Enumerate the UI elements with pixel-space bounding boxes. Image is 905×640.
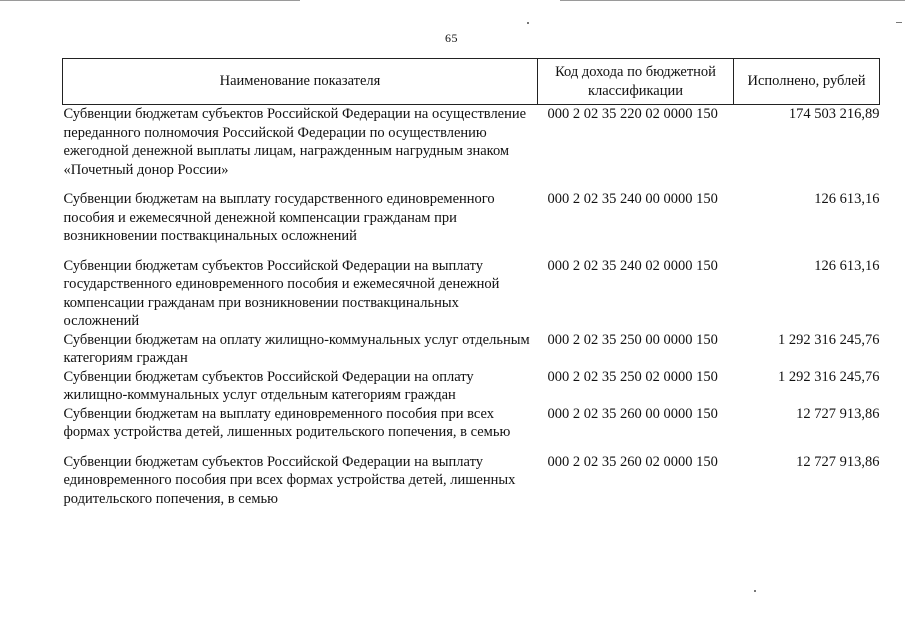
revenue-code: 000 2 02 35 220 02 0000 150 bbox=[547, 106, 718, 122]
indicator-name: Субвенции бюджетам субъектов Российской Федерации на выплату государственного единовременного пособия и ежемесячной денежной компенсации гражданам при возникновении поствакцинальных осложнений bbox=[63, 257, 500, 329]
table-row bbox=[63, 105, 880, 191]
table-row bbox=[63, 453, 880, 509]
amount-executed: 12 727 913,86 bbox=[796, 405, 880, 422]
scan-speck bbox=[896, 22, 902, 23]
header-amount-executed: Исполнено, рублей bbox=[734, 59, 880, 105]
amount-executed: 174 503 216,89 bbox=[788, 106, 880, 122]
scan-speck bbox=[527, 22, 529, 24]
amount-executed: 1 292 316 245,76 bbox=[778, 331, 880, 348]
amount-executed: 12 727 913,86 bbox=[796, 453, 880, 470]
amount-executed: 126 613,16 bbox=[814, 191, 880, 207]
scan-speck bbox=[754, 590, 756, 592]
indicator-name: Субвенции бюджетам субъектов Российской Федерации на осуществление переданного полномочия Российской Федерации по осуществлению ежегодной денежной выплаты лицам, награжденным нагрудным знаком «Почетный донор России» bbox=[63, 106, 527, 178]
indicator-name: Субвенции бюджетам субъектов Российской Федерации на оплату жилищно-коммунальных услуг отдельным категориям граждан bbox=[63, 368, 474, 403]
table-row bbox=[63, 368, 880, 405]
indicator-name: Субвенции бюджетам на выплату единовременного пособия при всех формах устройства детей, лишенных родительского попечения, в семью bbox=[63, 405, 511, 440]
amount-executed: 126 613,16 bbox=[814, 257, 880, 274]
revenue-code: 000 2 02 35 250 02 0000 150 bbox=[547, 368, 718, 385]
revenue-code: 000 2 02 35 240 00 0000 150 bbox=[547, 191, 718, 207]
revenue-code: 000 2 02 35 250 00 0000 150 bbox=[547, 331, 718, 348]
revenue-table bbox=[62, 58, 880, 508]
indicator-name: Субвенции бюджетам на выплату государственного единовременного пособия и ежемесячной денежной компенсации гражданам при возникновении поствакцинальных осложнений bbox=[63, 191, 495, 244]
header-indicator-name: Наименование показателя bbox=[63, 59, 538, 105]
table-row bbox=[63, 331, 880, 368]
page-number: 65 bbox=[445, 31, 458, 45]
scan-edge-line-left bbox=[0, 0, 300, 1]
amount-executed: 1 292 316 245,76 bbox=[778, 368, 880, 385]
header-revenue-code: Код дохода по бюджетной классификации bbox=[538, 59, 734, 105]
indicator-name: Субвенции бюджетам на оплату жилищно-коммунальных услуг отдельным категориям граждан bbox=[63, 331, 530, 366]
indicator-name: Субвенции бюджетам субъектов Российской Федерации на выплату единовременного пособия при всех формах устройства детей, лишенных родительского попечения, в семью bbox=[63, 453, 516, 507]
scan-edge-line-right bbox=[560, 0, 905, 1]
table-row bbox=[63, 190, 880, 257]
revenue-code: 000 2 02 35 240 02 0000 150 bbox=[547, 257, 718, 274]
revenue-code: 000 2 02 35 260 00 0000 150 bbox=[547, 405, 718, 422]
table-row bbox=[63, 257, 880, 331]
revenue-code: 000 2 02 35 260 02 0000 150 bbox=[547, 453, 718, 470]
table-header-row bbox=[63, 59, 880, 105]
table-row bbox=[63, 405, 880, 453]
